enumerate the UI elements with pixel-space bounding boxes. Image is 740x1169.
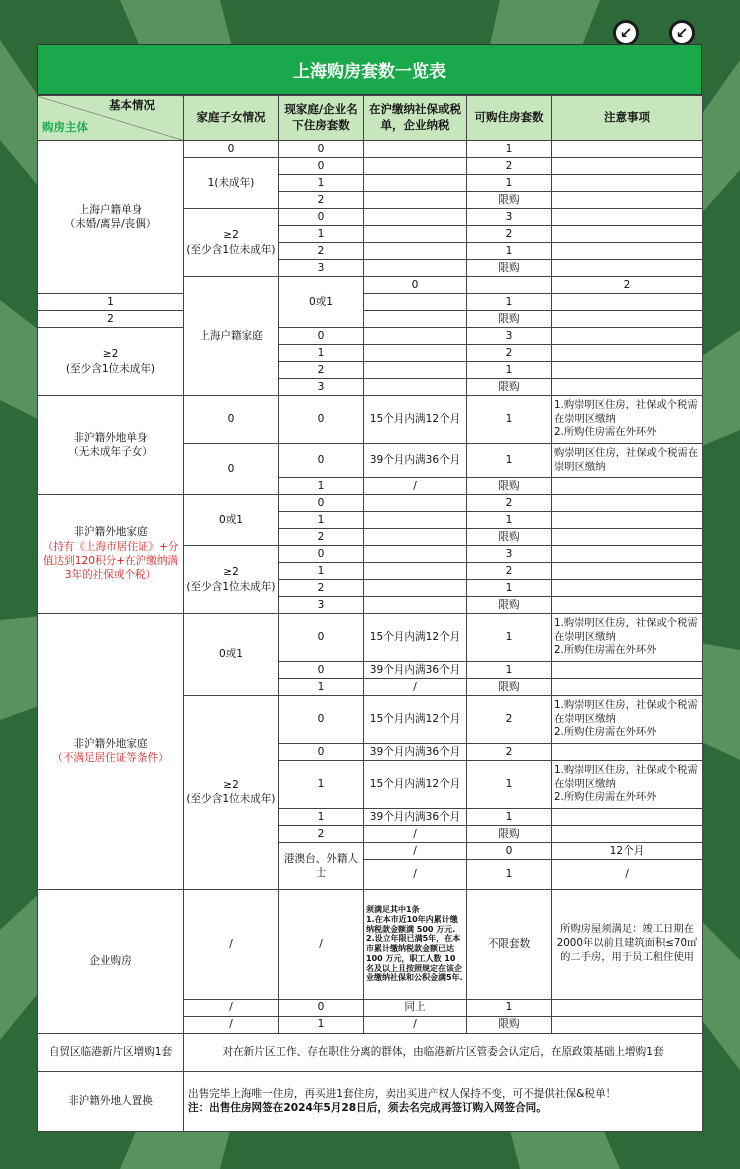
notes-cell: 购崇明区住房，社保或个税需在崇明区缴纳 <box>552 444 703 478</box>
children-cell: ≥2 (至少含1位未成年) <box>184 209 279 277</box>
allowed-cell: 2 <box>467 744 552 761</box>
allowed-cell: 限购 <box>467 597 552 614</box>
table-row <box>38 495 703 512</box>
replacement-text: 出售完毕上海唯一住房，再买进1套住房，卖出买进产权人保持不变，可不提供社保&税单！ 注：出售住房网签在2024年5月28日后，须去名完成再签订购入网签合同。 <box>184 1071 703 1131</box>
housing-quota-table <box>37 95 703 1132</box>
owned-cell: 1 <box>279 226 364 243</box>
owned-cell: 1 <box>38 294 184 311</box>
owned-cell: 1 <box>279 563 364 580</box>
allowed-cell: 1 <box>467 141 552 158</box>
group-lingang: 自贸区临港新片区增购1套 <box>38 1033 184 1071</box>
allowed-cell: 1 <box>467 809 552 826</box>
group-replacement: 非沪籍外地人置换 <box>38 1071 184 1131</box>
children-cell: ≥2 (至少含1位未成年) <box>38 328 184 396</box>
owned-cell: 0 <box>279 614 364 662</box>
owned-cell: 2 <box>279 243 364 260</box>
tax-cell <box>364 141 467 158</box>
allowed-cell: 限购 <box>467 529 552 546</box>
table-row <box>38 889 703 999</box>
allowed-cell: 2 <box>467 345 552 362</box>
allowed-cell: 限购 <box>467 311 552 328</box>
table-header-row <box>38 96 703 141</box>
allowed-cell: 2 <box>467 226 552 243</box>
owned-cell: 2 <box>279 826 364 843</box>
company-note: 所购房屋须满足：竣工日期在2000年以前且建筑面积≤70㎡的二手房，用于员工租住使用 <box>552 889 703 999</box>
allowed-cell: 2 <box>552 277 703 294</box>
children-cell: 1(未成年) <box>184 158 279 209</box>
owned-cell: 2 <box>279 362 364 379</box>
allowed-cell: 2 <box>467 495 552 512</box>
tax-cell: / <box>364 1016 467 1033</box>
children-cell: / <box>184 999 279 1016</box>
header-notes: 注意事项 <box>552 96 703 141</box>
owned-cell: 1 <box>467 860 552 890</box>
allowed-cell: 限购 <box>467 1016 552 1033</box>
owned-cell: 1 <box>279 512 364 529</box>
owned-cell: / <box>279 889 364 999</box>
table-row <box>38 311 703 328</box>
allowed-cell: 1 <box>467 662 552 679</box>
tax-cell: 39个月内满36个月 <box>364 444 467 478</box>
owned-cell: 0 <box>279 744 364 761</box>
group-nonlocal-family-unqualified: 非沪籍外地家庭 （不满足居住证等条件） <box>38 614 184 890</box>
allowed-cell: 1 <box>467 175 552 192</box>
allowed-cell: 3 <box>467 546 552 563</box>
children-cell: / <box>184 889 279 999</box>
owned-cell: 0 <box>467 843 552 860</box>
children-cell: 0或1 <box>279 277 364 328</box>
allowed-cell: 1 <box>467 580 552 597</box>
arrow-icon[interactable]: ↙ <box>669 20 695 46</box>
allowed-cell: 1 <box>467 362 552 379</box>
header-subject: 购房主体 <box>42 120 88 135</box>
owned-cell: 3 <box>279 379 364 396</box>
tax-cell: 15个月内满12个月 <box>364 696 467 744</box>
owned-cell: 1 <box>279 761 364 809</box>
owned-cell: 1 <box>279 1016 364 1033</box>
notes-cell <box>552 141 703 158</box>
header-children: 家庭子女情况 <box>184 96 279 141</box>
owned-cell: 2 <box>38 311 184 328</box>
children-cell: 0或1 <box>184 495 279 546</box>
header-basic: 基本情况 <box>109 98 155 112</box>
tax-cell: 39个月内满36个月 <box>364 744 467 761</box>
table-row <box>38 1033 703 1071</box>
allowed-cell: 限购 <box>467 679 552 696</box>
owned-cell: 0 <box>279 495 364 512</box>
owned-cell: 1 <box>279 175 364 192</box>
allowed-cell: 1 <box>467 761 552 809</box>
table-row <box>38 294 703 311</box>
owned-cell: 3 <box>279 597 364 614</box>
diagonal-header-cell <box>38 96 184 141</box>
table-row <box>38 396 703 444</box>
children-cell: 0 <box>184 396 279 444</box>
owned-cell: 0 <box>279 158 364 175</box>
allowed-cell: 不限套数 <box>467 889 552 999</box>
children-cell: ≥2 (至少含1位未成年) <box>184 696 279 890</box>
owned-cell: 1 <box>279 478 364 495</box>
company-conditions: 须满足其中1条 1.在本市近10年内累计缴纳税款金额满 500 万元. 2.设立年限已满5年，在本市累计缴纳税款金额已达 100 万元，职工人数 10 名及以上且按照规定在该企业缴纳社保和公积金满5年. <box>364 889 467 999</box>
allowed-cell: 1 <box>467 243 552 260</box>
tax-cell: / <box>364 478 467 495</box>
group-foreigners: 港澳台、外籍人士 <box>279 843 364 890</box>
header-tax: 在沪缴纳社保或税单，企业纳税 <box>364 96 467 141</box>
children-cell: / <box>184 1016 279 1033</box>
owned-cell: 0 <box>364 277 467 294</box>
notes-cell: 1.购崇明区住房，社保或个税需在崇明区缴纳 2.所购住房需在外环外 <box>552 761 703 809</box>
allowed-cell: 限购 <box>467 826 552 843</box>
arrow-icon[interactable]: ↙ <box>613 20 639 46</box>
lingang-text: 对在新片区工作、存在职住分离的群体，由临港新片区管委会认定后，在原政策基础上增购1套 <box>184 1033 703 1071</box>
allowed-cell: 2 <box>467 563 552 580</box>
allowed-cell: 1 <box>467 614 552 662</box>
owned-cell: 0 <box>279 396 364 444</box>
owned-cell: 2 <box>279 580 364 597</box>
allowed-cell: 限购 <box>467 260 552 277</box>
notes-cell: 1.购崇明区住房，社保或个税需在崇明区缴纳 2.所购住房需在外环外 <box>552 396 703 444</box>
allowed-cell: 限购 <box>467 379 552 396</box>
children-cell: / <box>364 843 467 860</box>
allowed-cell: 1 <box>467 396 552 444</box>
tax-cell: 39个月内满36个月 <box>364 809 467 826</box>
group-shanghai-single: 上海户籍单身 （未婚/离异/丧偶） <box>38 141 184 294</box>
allowed-cell: 1 <box>467 512 552 529</box>
owned-cell: 0 <box>279 141 364 158</box>
tax-cell: / <box>364 679 467 696</box>
housing-table-sheet <box>37 44 702 1132</box>
owned-cell: 0 <box>279 328 364 345</box>
allowed-cell: 3 <box>467 209 552 226</box>
tax-cell: 39个月内满36个月 <box>364 662 467 679</box>
children-cell: 0 <box>184 444 279 495</box>
allowed-cell: 2 <box>467 696 552 744</box>
table-row <box>38 614 703 662</box>
header-allowed: 可购住房套数 <box>467 96 552 141</box>
owned-cell: 2 <box>279 529 364 546</box>
owned-cell: 0 <box>279 209 364 226</box>
notes-cell: 1.购崇明区住房，社保或个税需在崇明区缴纳 2.所购住房需在外环外 <box>552 696 703 744</box>
owned-cell: 0 <box>279 444 364 478</box>
notes-cell: 1.购崇明区住房，社保或个税需在崇明区缴纳 2.所购住房需在外环外 <box>552 614 703 662</box>
owned-cell: 0 <box>279 662 364 679</box>
owned-cell: 1 <box>279 345 364 362</box>
group-nonlocal-single: 非沪籍外地单身 （无未成年子女） <box>38 396 184 495</box>
children-cell: 0或1 <box>184 614 279 696</box>
owned-cell: 0 <box>279 696 364 744</box>
owned-cell: 1 <box>279 679 364 696</box>
children-cell: / <box>364 860 467 890</box>
tax-cell: 同上 <box>364 999 467 1016</box>
children-cell: 0 <box>184 141 279 158</box>
group-nonlocal-family-qualified: 非沪籍外地家庭 （持有《上海市居住证》+分值达到120积分+在沪缴纳满3年的社保或个税） <box>38 495 184 614</box>
allowed-cell: 2 <box>467 158 552 175</box>
owned-cell: 3 <box>279 260 364 277</box>
tax-cell: 15个月内满12个月 <box>364 396 467 444</box>
header-owned: 现家庭/企业名下住房套数 <box>279 96 364 141</box>
group-shanghai-family: 上海户籍家庭 <box>184 277 279 396</box>
allowed-cell: 1 <box>467 444 552 478</box>
tax-cell: 15个月内满12个月 <box>364 614 467 662</box>
allowed-cell: 1 <box>467 294 552 311</box>
tax-cell: / <box>364 826 467 843</box>
owned-cell: 2 <box>279 192 364 209</box>
allowed-cell: 3 <box>467 328 552 345</box>
owned-cell: 0 <box>279 546 364 563</box>
page-title: 上海购房套数一览表 <box>37 44 702 95</box>
tax-cell: 15个月内满12个月 <box>364 761 467 809</box>
table-row <box>38 141 703 158</box>
owned-cell: 1 <box>279 809 364 826</box>
tax-cell: / <box>552 860 703 890</box>
allowed-cell: 限购 <box>467 478 552 495</box>
children-cell: ≥2 (至少含1位未成年) <box>184 546 279 614</box>
table-row <box>38 328 703 345</box>
table-row <box>38 1071 703 1131</box>
owned-cell: 0 <box>279 999 364 1016</box>
tax-cell: 12个月 <box>552 843 703 860</box>
allowed-cell: 限购 <box>467 192 552 209</box>
allowed-cell: 1 <box>467 999 552 1016</box>
group-company: 企业购房 <box>38 889 184 1033</box>
